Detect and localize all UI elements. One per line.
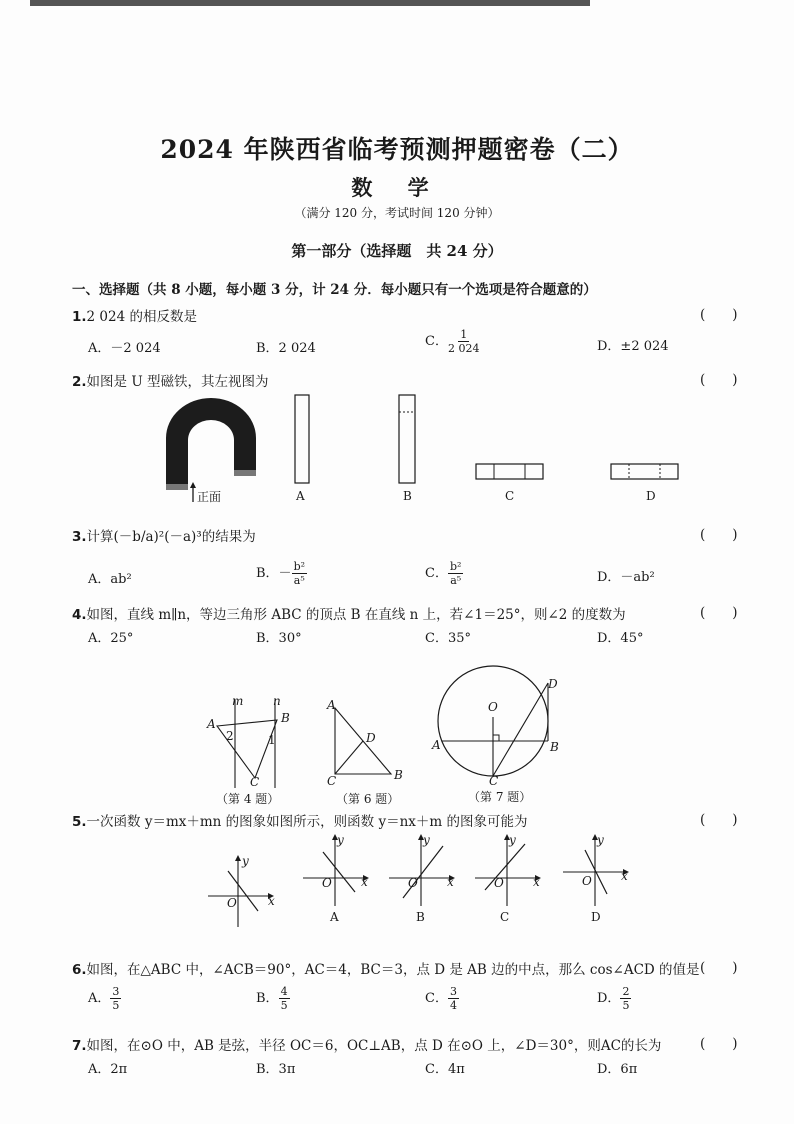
q5-a-y-label: y — [337, 833, 344, 847]
q5-b-x-label: x — [447, 875, 454, 889]
answer-paren-2: ( ) — [700, 372, 738, 388]
fig4-label-a: A — [207, 717, 216, 731]
view-label-b: B — [403, 489, 412, 503]
answer-paren-4: ( ) — [700, 605, 738, 621]
q4-option-a: A．25° — [88, 631, 134, 646]
q1-option-d: D．±2 024 — [597, 339, 669, 354]
q1-option-a: A．－2 024 — [88, 341, 161, 356]
q1-option-c: C． $\frac{1}{2 024}$ — [425, 328, 480, 355]
q5-c-x-label: x — [533, 875, 540, 889]
fraction: $\frac{1}{2 024}$ — [447, 328, 480, 355]
q4-option-c: C．35° — [425, 631, 471, 646]
page-top-edge — [30, 0, 590, 6]
question-2-stem: 2.如图是 U 型磁铁，其左视图为 — [72, 374, 269, 390]
q5-label-c: C — [500, 910, 510, 924]
view-option-d — [610, 463, 680, 481]
question-5-stem: 5.一次函数 y＝mx＋mn 的图象如图所示，则函数 y＝nx＋m 的图象可能为 — [72, 814, 528, 830]
q5-d-origin: O — [582, 874, 592, 888]
q6-option-d: D． $\frac{2}{5}$ — [597, 985, 630, 1012]
fig6-caption: （第 6 题） — [336, 792, 400, 806]
fig6-label-b: B — [394, 768, 403, 782]
answer-paren-1: ( ) — [700, 307, 738, 323]
question-7-stem: 7.如图，在⊙O 中，AB 是弦，半径 OC＝6，OC⊥AB，点 D 在⊙O 上，∠D＝30°，则AC的长为 — [72, 1038, 662, 1054]
view-option-c — [475, 463, 545, 481]
answer-paren-5: ( ) — [700, 812, 738, 828]
q4-option-b: B．30° — [256, 631, 302, 646]
q3-option-b: B．－ $\frac{\text{b²}}{\text{a⁵}}$ — [256, 560, 306, 587]
q5-given-x-label: x — [268, 894, 275, 908]
fig4-label-c: C — [250, 775, 260, 789]
q3-option-a: A．ab² — [88, 572, 132, 587]
fig4-label-n: n — [273, 694, 281, 708]
q5-label-b: B — [416, 910, 425, 924]
q5-c-origin: O — [494, 876, 504, 890]
q5-given-y-label: y — [242, 854, 249, 868]
answer-paren-3: ( ) — [700, 527, 738, 543]
q3-option-c: C． $\frac{\text{b²}}{\text{a⁵}}$ — [425, 560, 462, 587]
section-heading: 一、选择题（共 8 小题，每小题 3 分，计 24 分．每小题只有一个选项是符合题意的） — [72, 282, 597, 298]
part-heading: 第一部分（选择题 共 24 分） — [291, 242, 503, 260]
q5-c-y-label: y — [509, 833, 516, 847]
exam-note: （满分 120 分，考试时间 120 分钟） — [294, 206, 500, 220]
q6-option-c: C． $\frac{3}{4}$ — [425, 985, 457, 1012]
view-label-c: C — [505, 489, 515, 503]
q7-option-c: C．4π — [425, 1062, 465, 1077]
fig6-label-d: D — [366, 731, 376, 745]
fig7-label-b: B — [550, 740, 559, 754]
q5-label-d: D — [591, 910, 601, 924]
fig7-label-o: O — [488, 700, 498, 714]
q3-option-d: D．－ab² — [597, 570, 655, 585]
question-3-stem: 3.计算(－b/a)²(－a)³的结果为 — [72, 529, 256, 545]
q5-b-origin: O — [408, 876, 418, 890]
front-label: 正面 — [197, 490, 222, 504]
q5-given-origin: O — [227, 896, 237, 910]
fig4-label-b: B — [281, 711, 290, 725]
fig7-label-c: C — [489, 774, 499, 788]
q4-option-d: D．45° — [597, 631, 644, 646]
q7-option-d: D．6π — [597, 1062, 638, 1077]
q1-option-b: B．2 024 — [256, 341, 316, 356]
fig6-label-a: A — [327, 698, 336, 712]
view-option-b — [398, 394, 416, 486]
q6-option-a: A． $\frac{3}{5}$ — [88, 985, 120, 1012]
q7-option-a: A．2π — [88, 1062, 128, 1077]
fig7-label-a: A — [432, 738, 441, 752]
fig6-label-c: C — [327, 774, 337, 788]
q5-a-origin: O — [322, 876, 332, 890]
view-label-a: A — [296, 489, 305, 503]
subject-title: 数 学 — [351, 175, 443, 200]
question-6-stem: 6.如图，在△ABC 中，∠ACB＝90°，AC＝4，BC＝3，点 D 是 AB 边的中点，那么 cos∠ACD 的值是 — [72, 962, 700, 978]
figure-7 — [428, 665, 560, 780]
q5-d-y-label: y — [597, 833, 604, 847]
fig4-label-m: m — [232, 694, 244, 708]
answer-paren-6: ( ) — [700, 960, 738, 976]
fig4-angle-1: 1 — [268, 733, 276, 747]
figure-6 — [325, 700, 400, 785]
view-option-a — [294, 394, 310, 486]
question-1-stem: 1.2 024 的相反数是 — [72, 309, 197, 325]
question-4-stem: 4.如图，直线 m∥n，等边三角形 ABC 的顶点 B 在直线 n 上，若∠1＝25°，则∠2 的度数为 — [72, 607, 626, 623]
view-label-d: D — [646, 489, 656, 503]
answer-paren-7: ( ) — [700, 1036, 738, 1052]
q7-option-b: B．3π — [256, 1062, 296, 1077]
q5-label-a: A — [330, 910, 339, 924]
fig7-label-d: D — [548, 677, 558, 691]
fig7-caption: （第 7 题） — [468, 790, 532, 804]
q5-b-y-label: y — [423, 833, 430, 847]
q6-option-b: B． $\frac{4}{5}$ — [256, 985, 288, 1012]
fig4-angle-2: 2 — [226, 729, 234, 743]
exam-title: 2024 年陕西省临考预测押题密卷（二） — [160, 135, 634, 164]
fig4-caption: （第 4 题） — [216, 792, 280, 806]
q5-a-x-label: x — [361, 875, 368, 889]
q5-d-x-label: x — [621, 869, 628, 883]
